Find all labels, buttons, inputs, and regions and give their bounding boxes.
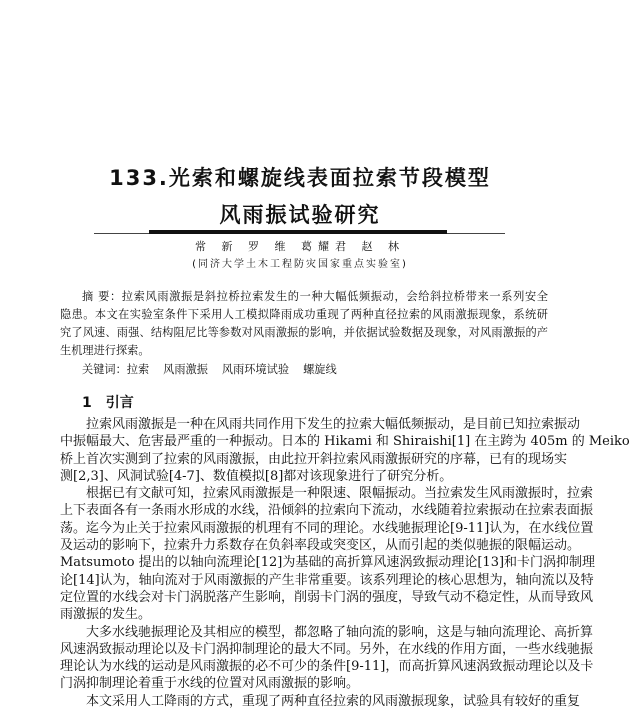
body-line: 桥上首次实测到了拉索的风雨激振，由此拉开斜拉索风雨激振研究的序幕，已有的现场实 bbox=[60, 451, 568, 467]
authors: 常 新 罗 维 葛耀君 赵 林 bbox=[195, 240, 405, 253]
body-line: 论[14]认为，轴向流对于风雨激振的产生非常重要。该系列理论的核心思想为，轴向流以及特 bbox=[60, 572, 594, 588]
paper-title-line-2: 风雨振试验研究 bbox=[219, 203, 381, 227]
section-number: 1 bbox=[82, 395, 92, 411]
section-heading bbox=[82, 392, 134, 412]
body-line: 荡。迄今为止关于拉索风雨激振的机理有不同的理论。水线驰振理论[9-11]认为，在水线位置 bbox=[60, 520, 594, 536]
body-line: 及运动的影响下，拉索升力系数存在负斜率段或突变区，从而引起的类似驰振的限幅运动。 bbox=[60, 538, 581, 554]
section-title: 引言 bbox=[105, 395, 134, 411]
body-line: 理论认为水线的运动是风雨激振的必不可少的条件[9-11]，而高折算风速涡致振动理论以及卡 bbox=[60, 659, 594, 675]
body-line: 定位置的水线会对卡门涡脱落产生影响，削弱卡门涡的强度，导致气动不稳定性，从而导致风 bbox=[60, 589, 594, 605]
keywords bbox=[82, 362, 351, 378]
body-line: 根据已有文献可知，拉索风雨激振是一种限速、限幅振动。当拉索发生风雨激振时，拉索 bbox=[86, 486, 594, 502]
body-line: 门涡抑制理论着重于水线的位置对风雨激振的影响。 bbox=[60, 676, 360, 692]
body-line: 中振幅最大、危害最严重的一种振动。日本的 Hikami 和 Shiraishi[1] 在主跨为 405m 的 Meiko bbox=[60, 434, 630, 450]
body-text bbox=[60, 416, 630, 710]
keywords-label: 关键词： bbox=[82, 363, 127, 376]
keyword: 螺旋线 bbox=[303, 363, 337, 376]
paper-title-line-1: 133.光索和螺旋线表面拉索节段模型 bbox=[109, 166, 491, 190]
body-line: Matsumoto 提出的以轴向流理论[12]为基础的高折算风速涡致振动理论[13]和卡门涡抑制理 bbox=[60, 555, 596, 571]
title-rule-thick bbox=[149, 230, 447, 234]
abstract-line: 究了风速、雨强、结构阻尼比等参数对风雨激振的影响，并依据试验数据及现象，对风雨激振的产 bbox=[60, 326, 548, 339]
abstract-line: 生机理进行探索。 bbox=[60, 344, 150, 357]
body-line: 拉索风雨激振是一种在风雨共同作用下发生的拉索大幅低频振动，是目前已知拉索振动 bbox=[86, 417, 581, 432]
body-line: 测[2,3]、风洞试验[4-7]、数值模拟[8]都对该现象进行了研究分析。 bbox=[60, 468, 453, 484]
keyword: 风雨激振 bbox=[163, 363, 208, 376]
abstract-line: 摘 要：拉索风雨激振是斜拉桥拉索发生的一种大幅低频振动，会给斜拉桥带来一系列安全 bbox=[82, 290, 548, 303]
body-line: 风速涡致振动理论以及卡门涡抑制理论的最大不同。另外，在水线的作用方面，一些水线驰振 bbox=[60, 641, 594, 657]
body-line: 上下表面各有一条雨水形成的水线，沿倾斜的拉索向下流动，水线随着拉索振动在拉索表面振 bbox=[60, 503, 594, 519]
body-line: 本文采用人工降雨的方式，重现了两种直径拉索的风雨激振现象，试验具有较好的重复 bbox=[86, 693, 581, 709]
affiliation: (同济大学土木工程防灾国家重点实验室) bbox=[192, 259, 408, 270]
keyword: 风雨环境试验 bbox=[221, 363, 290, 376]
keyword: 拉索 bbox=[126, 363, 150, 376]
abstract-line: 隐患。本文在实验室条件下采用人工模拟降雨成功重现了两种直径拉索的风雨激振现象，系统研 bbox=[60, 308, 548, 321]
body-line: 雨激振的发生。 bbox=[60, 607, 152, 623]
body-line: 大多水线驰振理论及其相应的模型，都忽略了轴向流的影响，这是与轴向流理论、高折算 bbox=[86, 624, 594, 640]
